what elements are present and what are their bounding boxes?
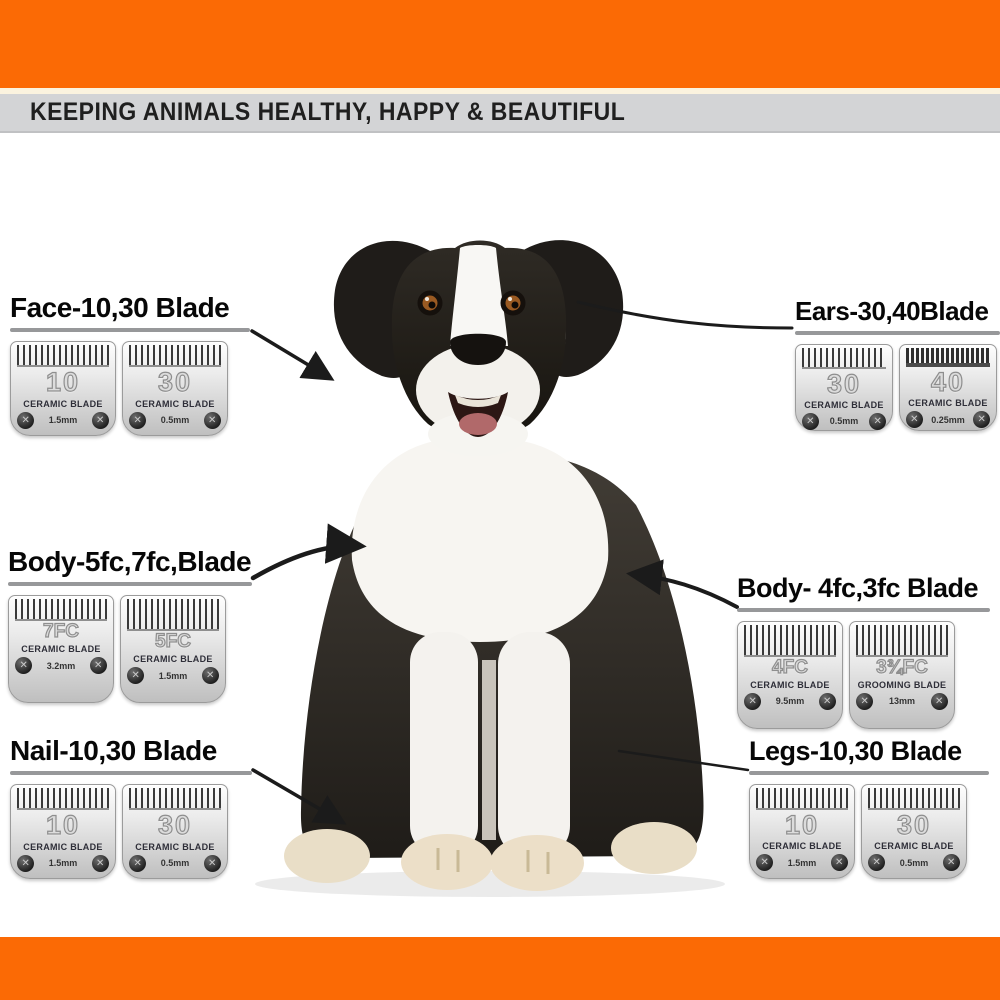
blade-teeth-icon: [129, 345, 221, 367]
blade-teeth-icon: [906, 348, 990, 367]
blade-size: 3.2mm: [46, 660, 76, 671]
screw-icon: ✕: [744, 693, 761, 710]
blade-name: CERAMIC BLADE: [762, 841, 842, 852]
screw-icon: ✕: [819, 693, 836, 710]
blade-teeth-icon: [127, 599, 219, 631]
blade-name: CERAMIC BLADE: [21, 644, 101, 655]
clipper-blade-10: [749, 784, 855, 879]
blade-teeth-icon: [744, 625, 836, 657]
clipper-blade-30: [861, 784, 967, 879]
blade-name: CERAMIC BLADE: [133, 654, 213, 665]
blade-size: 13mm: [888, 696, 915, 707]
blade-size: 1.5mm: [48, 415, 78, 426]
screw-icon: ✕: [129, 412, 146, 429]
paw: [284, 829, 370, 883]
blade-row: [737, 621, 990, 729]
section-ears: [795, 297, 1000, 431]
blade-name: GROOMING BLADE: [857, 679, 947, 690]
blade-screw-row: [756, 854, 848, 871]
clipper-blade-30: [795, 344, 893, 431]
screw-icon: ✕: [17, 412, 34, 429]
clipper-blade-7FC: [8, 595, 114, 703]
screw-icon: ✕: [204, 855, 221, 872]
blade-screw-row: [17, 855, 109, 872]
clipper-blade-30: [122, 341, 228, 436]
screw-icon: ✕: [90, 657, 107, 674]
blade-size: 1.5mm: [48, 858, 78, 869]
section-nail: [10, 735, 252, 879]
blade-size: 0.5mm: [160, 415, 190, 426]
blade-number: 40: [930, 366, 966, 397]
leg-gap: [482, 660, 496, 840]
section-body-left: [8, 546, 252, 703]
blade-teeth-icon: [17, 345, 109, 367]
blade-row: [10, 784, 252, 879]
screw-icon: ✕: [931, 693, 948, 710]
blade-size: 0.5mm: [829, 416, 859, 427]
underline: [8, 582, 252, 586]
screw-icon: ✕: [756, 854, 773, 871]
underline: [737, 608, 990, 612]
dog-chest: [352, 440, 609, 642]
clipper-blade-10: [10, 341, 116, 436]
blade-screw-row: [129, 412, 221, 429]
face-arrow: [252, 331, 330, 378]
blade-number: 10: [784, 810, 820, 841]
section-title-nail: Nail-10,30 Blade: [10, 735, 217, 766]
blade-screw-row: [856, 693, 948, 710]
blade-name: CERAMIC BLADE: [804, 399, 884, 410]
blade-name: CERAMIC BLADE: [750, 679, 830, 690]
blade-size: 0.25mm: [931, 414, 965, 425]
screw-icon: ✕: [868, 854, 885, 871]
blade-size: 0.5mm: [160, 858, 190, 869]
blade-teeth-icon: [756, 788, 848, 810]
dog-pupil: [429, 302, 436, 309]
blade-screw-row: [127, 667, 219, 684]
blade-number: 10: [45, 367, 81, 398]
blade-screw-row: [802, 413, 886, 430]
underline: [795, 331, 1000, 335]
dog-tongue: [459, 413, 497, 435]
blade-screw-row: [744, 693, 836, 710]
blade-size: 1.5mm: [787, 857, 817, 868]
blade-teeth-icon: [868, 788, 960, 810]
blade-screw-row: [15, 657, 107, 674]
blade-number: 5FC: [155, 631, 191, 653]
screw-icon: ✕: [17, 855, 34, 872]
screw-icon: ✕: [831, 854, 848, 871]
blade-screw-row: [906, 411, 990, 428]
screw-icon: ✕: [202, 667, 219, 684]
section-title-ears: Ears-30,40Blade: [795, 296, 989, 326]
blade-number: 30: [157, 367, 193, 398]
section-face: [10, 292, 250, 436]
blade-number: 30: [896, 810, 932, 841]
underline: [749, 771, 989, 775]
blade-teeth-icon: [802, 348, 886, 369]
eye-glint: [425, 297, 429, 301]
clipper-blade-10: [10, 784, 116, 879]
screw-icon: ✕: [127, 667, 144, 684]
screw-icon: ✕: [92, 855, 109, 872]
blade-teeth-icon: [15, 599, 107, 621]
blade-size: 9.5mm: [775, 696, 805, 707]
front-leg: [410, 632, 478, 856]
blade-row: [8, 595, 252, 703]
section-title-body-left: Body-5fc,7fc,Blade: [8, 546, 252, 577]
clipper-blade-4FC: [737, 621, 843, 729]
screw-icon: ✕: [802, 413, 819, 430]
underline: [10, 328, 250, 332]
blade-screw-row: [868, 854, 960, 871]
blade-number: 30: [826, 368, 862, 399]
screw-icon: ✕: [943, 854, 960, 871]
clipper-blade-3¾FC: [849, 621, 955, 729]
screw-icon: ✕: [129, 855, 146, 872]
clipper-blade-30: [122, 784, 228, 879]
screw-icon: ✕: [869, 413, 886, 430]
paw: [490, 835, 584, 891]
screw-icon: ✕: [906, 411, 923, 428]
blade-number: 7FC: [43, 621, 79, 643]
blade-row: [795, 344, 1000, 431]
clipper-blade-40: [899, 344, 997, 431]
blade-teeth-icon: [856, 625, 948, 657]
blade-teeth-icon: [17, 788, 109, 810]
slogan-text: KEEPING ANIMALS HEALTHY, HAPPY & BEAUTIFUL: [30, 98, 626, 126]
blade-name: CERAMIC BLADE: [135, 398, 215, 409]
blade-number: 3¾FC: [876, 657, 928, 679]
paw: [401, 834, 493, 890]
blade-name: CERAMIC BLADE: [23, 841, 103, 852]
blade-name: CERAMIC BLADE: [908, 398, 988, 409]
underline: [10, 771, 252, 775]
section-title-body-right: Body- 4fc,3fc Blade: [737, 573, 979, 603]
blade-row: [749, 784, 989, 879]
blade-size: 1.5mm: [158, 670, 188, 681]
section-title-legs: Legs-10,30 Blade: [749, 736, 962, 766]
blade-number: 10: [45, 810, 81, 841]
dog-pupil: [512, 302, 519, 309]
blade-name: CERAMIC BLADE: [23, 398, 103, 409]
section-legs: [749, 736, 989, 879]
eye-glint: [508, 297, 512, 301]
screw-icon: ✕: [204, 412, 221, 429]
blade-size: 0.5mm: [899, 857, 929, 868]
dog-illustration: [255, 240, 725, 897]
blade-row: [10, 341, 250, 436]
screw-icon: ✕: [856, 693, 873, 710]
clipper-blade-5FC: [120, 595, 226, 703]
screw-icon: ✕: [973, 411, 990, 428]
screw-icon: ✕: [92, 412, 109, 429]
blade-name: CERAMIC BLADE: [135, 841, 215, 852]
front-leg: [498, 632, 570, 858]
blade-screw-row: [17, 412, 109, 429]
blade-teeth-icon: [129, 788, 221, 810]
section-title-face: Face-10,30 Blade: [10, 292, 230, 323]
blade-screw-row: [129, 855, 221, 872]
section-body-right: [737, 573, 990, 729]
paw: [611, 822, 697, 874]
blade-name: CERAMIC BLADE: [874, 841, 954, 852]
screw-icon: ✕: [15, 657, 32, 674]
blade-number: 4FC: [772, 657, 808, 679]
blade-number: 30: [157, 810, 193, 841]
